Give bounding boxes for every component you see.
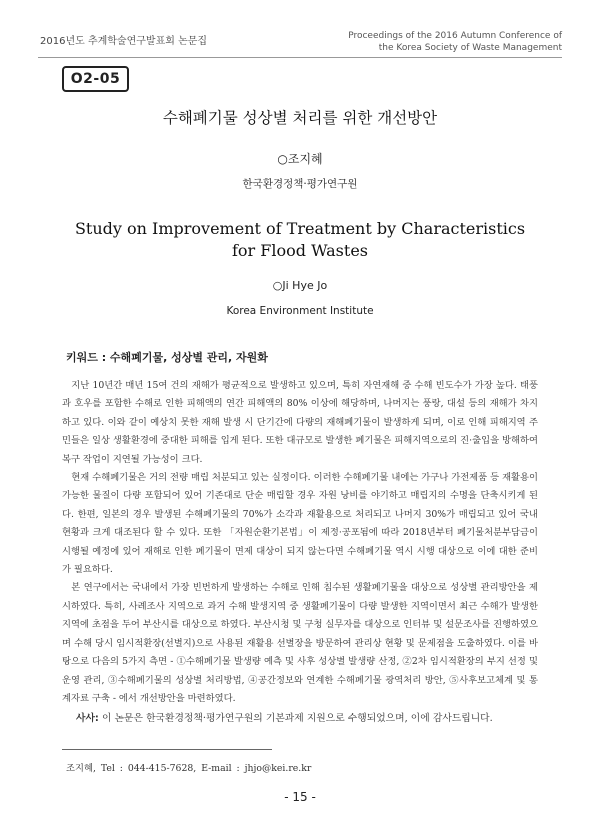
header-right-line1: Proceedings of the 2016 Autumn Conference of (348, 31, 562, 41)
paragraph-1: 지난 10년간 매년 15여 건의 재해가 평균적으로 발생하고 있으며, 특히 자연재해 중 수해 빈도수가 가장 높다. 태풍과 호우를 포함한 수해로 인한 피해액의 연간 피해액의 80% 이상에 해당하며, 나머지는 풍랑, 대설 등의 재해가 차지하고 있다. 이와 같이 예상치 못한 재해 발생 시 단기간에 다량의 재해폐기물이 발생하게 되며, 이로 인해 피해지역 주민들은 일상 생활환경에 중대한 피해를 입게 된다. 또한 대규모로 발생한 폐기물은 피해지역으로의 진·출입을 방해하여 복구 작업이 지연될 가능성이 크다. (62, 380, 538, 465)
header-left: 2016년도 추계학술연구발표회 논문집 (40, 36, 208, 47)
paragraph-3: 본 연구에서는 국내에서 가장 빈번하게 발생하는 수해로 인해 침수된 생활폐기물을 대상으로 성상별 관리방안을 제시하였다. 특히, 사례조사 지역으로 과거 수해 발생지역 중 생활폐기물이 다량 발생한 지역이면서 최근 수해가 발생한 지역에 초점을 두어 부산시를 대상으로 하였다. 부산시청 및 구청 실무자를 대상으로 인터뷰 및 설문조사를 진행하였으며 수해 당시 임시적환장(선별지)으로 사용된 재활용 선별장을 방문하여 관리상 현황 및 문제점을 도출하였다. 이를 바탕으로 다음의 5가지 측면 - ①수해폐기물 발생량 예측 및 사후 성상별 발생량 산정, ②2차 임시적환장의 부지 선정 및 운영 관리, ③수해폐기물의 성상별 처리방법, ④공간정보와 연계한 수해폐기물 광역처리 방안, ⑤사후보고체계 및 통계자료 구축 - 에서 개선방안을 마련하였다. (62, 582, 538, 704)
korean-author: ○조지혜 (277, 152, 323, 166)
abstract-body (62, 377, 538, 708)
english-affiliation: Korea Environment Institute (226, 305, 374, 317)
korean-affiliation: 한국환경정책·평가연구원 (242, 178, 358, 190)
acknowledgement-label: 사사: (76, 713, 99, 724)
acknowledgement (76, 710, 493, 724)
header-right (348, 30, 562, 54)
header-divider (38, 57, 562, 58)
english-author: ○Ji Hye Jo (272, 279, 328, 292)
footnote: 조지혜, Tel : 044-415-7628, E-mail : jhjo@kei.re.kr (66, 763, 312, 774)
korean-title: 수해폐기물 성상별 처리를 위한 개선방안 (162, 109, 438, 127)
english-title-line1: Study on Improvement of Treatment by Characteristics (74, 219, 526, 238)
keywords: 키워드 : 수해폐기물, 성상별 관리, 자원화 (66, 351, 268, 364)
header-right-line2: the Korea Society of Waste Management (378, 43, 562, 53)
session-badge: O2-05 (62, 66, 129, 92)
acknowledgement-text: 이 논문은 한국환경정책·평가연구원의 기본과제 지원으로 수행되었으며, 이에 감사드립니다. (101, 713, 493, 724)
footnote-divider (62, 749, 272, 750)
english-title-line2: for Flood Wastes (231, 241, 368, 260)
paragraph-2: 현재 수해폐기물은 거의 전량 매립 처분되고 있는 실정이다. 이러한 수해폐기물 내에는 가구나 가전제품 등 재활용이 가능한 물질이 다량 포함되어 있어 기존대로 단순 매립할 경우 자원 낭비를 야기하고 매립지의 수명을 단축시키게 된다. 한편, 일본의 경우 발생된 수해폐기물의 70%가 소각과 재활용으로 처리되고 나머지 30%가 매립되고 있어 국내 현황과 크게 대조된다 할 수 있다. 또한 「자원순환기본법」이 제정·공포됨에 따라 2018년부터 폐기물처분부담금이 시행될 예정에 있어 재해로 인한 폐기물이 면제 대상이 되지 않는다면 수해폐기물 역시 시행 대상으로 이에 대한 준비가 필요하다. (62, 472, 538, 576)
english-title (0, 218, 600, 262)
page-number: - 15 - (284, 790, 316, 804)
